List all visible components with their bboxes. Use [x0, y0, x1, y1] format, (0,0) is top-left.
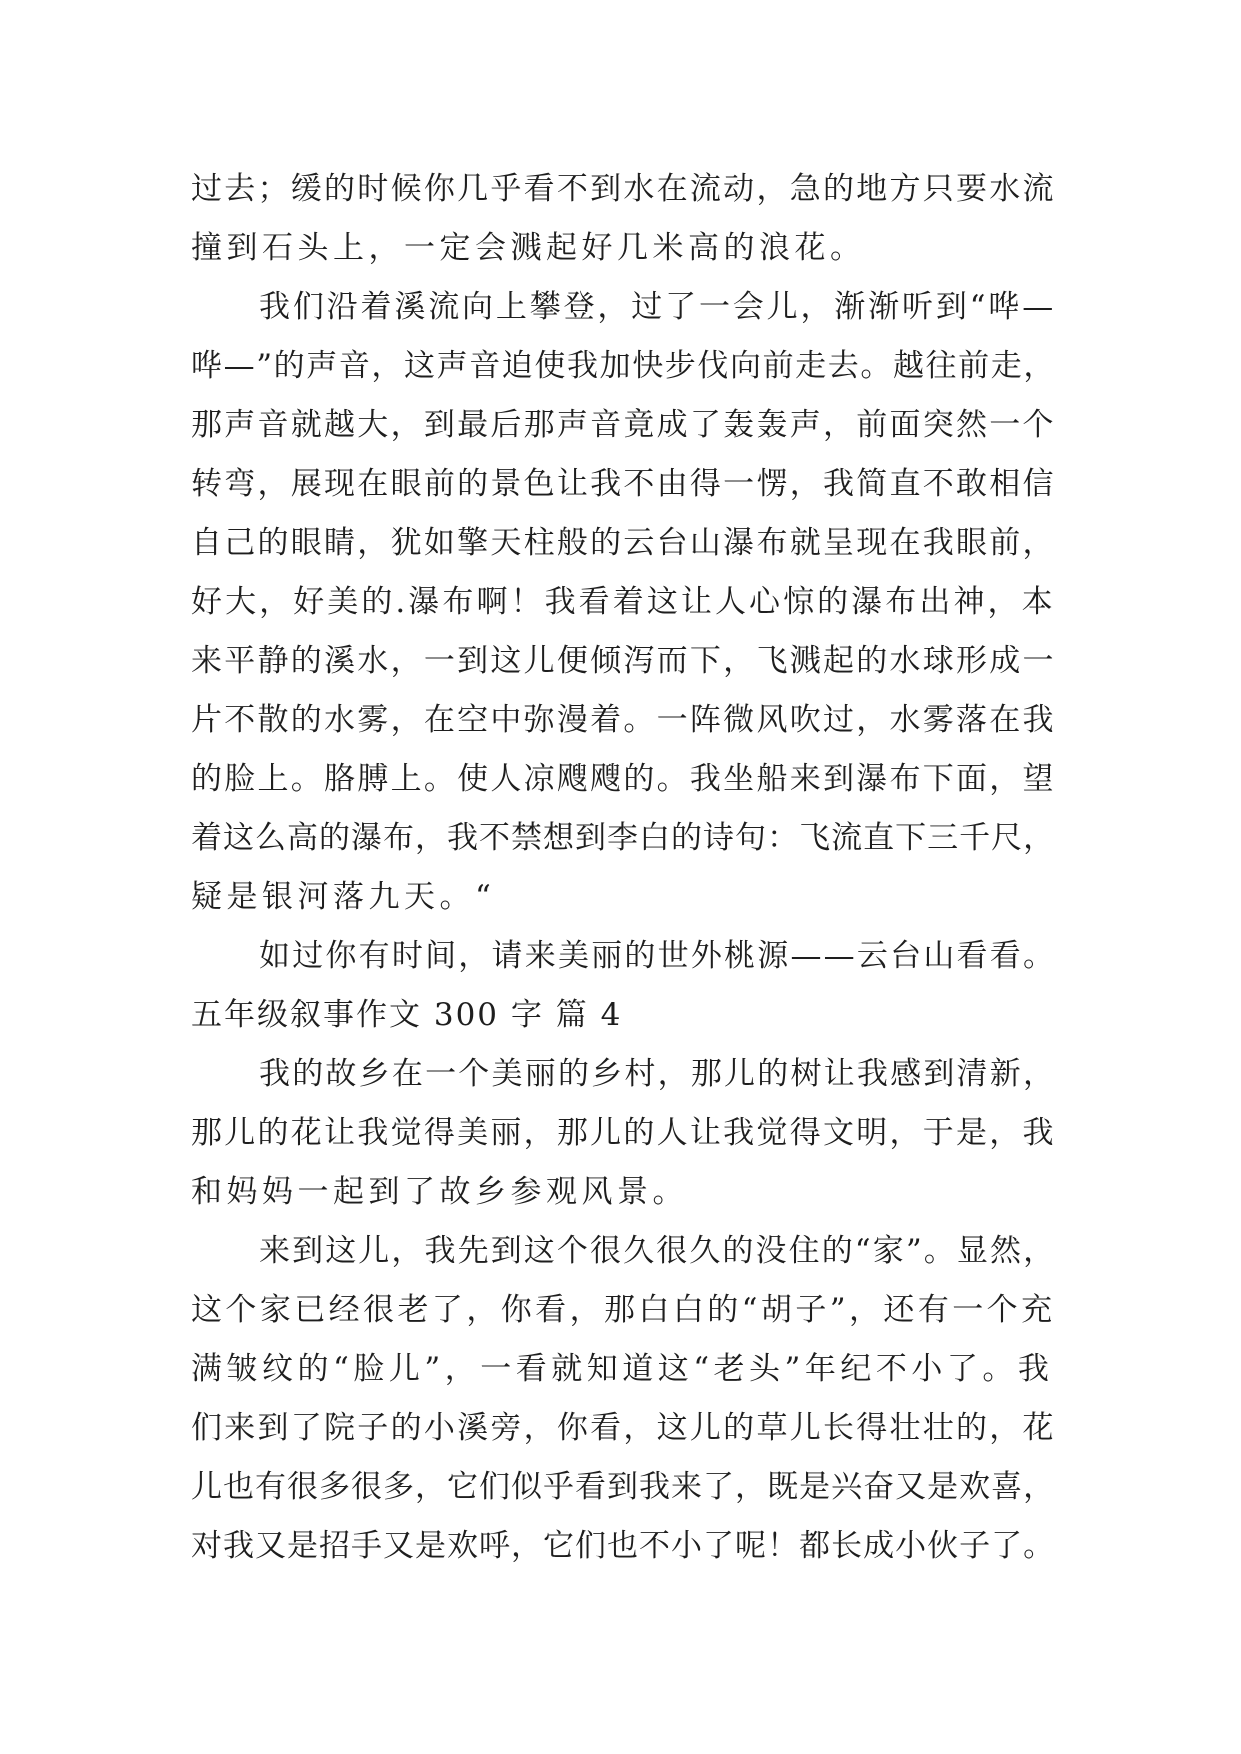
text-line: 满皱纹的“脸儿”，一看就知道这“老头”年纪不小了。我	[191, 1351, 1054, 1387]
section-heading: 五年级叙事作文 300 字 篇 4	[191, 997, 623, 1033]
text-line: 来平静的溪水，一到这儿便倾泻而下，飞溅起的水球形成一	[191, 643, 1056, 679]
text-line: 和妈妈一起到了故乡参观风景。	[191, 1174, 688, 1210]
text-line: 好大，好美的.瀑布啊！我看着这让人心惊的瀑布出神，本	[191, 584, 1056, 620]
text-line: 这个家已经很老了，你看，那白白的“胡子”，还有一个充	[191, 1292, 1056, 1328]
text-line: 对我又是招手又是欢呼，它们也不小了呢！都长成小伙子了。	[191, 1528, 1056, 1564]
text-line: 的脸上。胳膊上。使人凉飕飕的。我坐船来到瀑布下面，望	[191, 761, 1056, 797]
text-line: 转弯，展现在眼前的景色让我不由得一愣，我简直不敢相信	[191, 466, 1056, 502]
text-line: 过去；缓的时候你几乎看不到水在流动，急的地方只要水流	[191, 171, 1056, 207]
text-line: 自己的眼睛，犹如擎天柱般的云台山瀑布就呈现在我眼前，	[191, 525, 1056, 561]
paragraph-start-line: 如过你有时间，请来美丽的世外桃源——云台山看看。	[259, 938, 1057, 974]
paragraph-start-line: 我们沿着溪流向上攀登，过了一会儿，渐渐听到“哗—	[259, 289, 1057, 325]
text-line: 儿也有很多很多，它们似乎看到我来了，既是兴奋又是欢喜，	[191, 1469, 1056, 1505]
text-line: 哗—”的声音，这声音迫使我加快步伐向前走去。越往前走，	[191, 348, 1056, 384]
text-line: 撞到石头上，一定会溅起好几米高的浪花。	[191, 230, 866, 266]
text-line: 那声音就越大，到最后那声音竟成了轰轰声，前面突然一个	[191, 407, 1056, 443]
text-line: 着这么高的瀑布，我不禁想到李白的诗句：飞流直下三千尺，	[191, 820, 1056, 856]
text-line: 那儿的花让我觉得美丽，那儿的人让我觉得文明，于是，我	[191, 1115, 1056, 1151]
document-body	[191, 160, 1061, 1576]
text-line: 疑是银河落九天。“	[191, 879, 496, 915]
text-line: 片不散的水雾，在空中弥漫着。一阵微风吹过，水雾落在我	[191, 702, 1056, 738]
paragraph-start-line: 我的故乡在一个美丽的乡村，那儿的树让我感到清新，	[259, 1056, 1057, 1092]
text-line: 们来到了院子的小溪旁，你看，这儿的草儿长得壮壮的，花	[191, 1410, 1056, 1446]
paragraph-start-line: 来到这儿，我先到这个很久很久的没住的“家”。显然，	[259, 1233, 1057, 1269]
